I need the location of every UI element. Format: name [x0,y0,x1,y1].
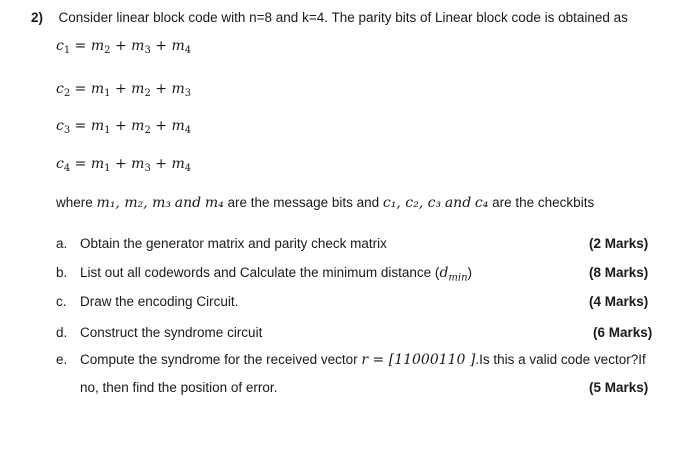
where-and-1: and [174,195,202,211]
eq2-t2: m [131,81,145,97]
part-b-dmin: d [439,265,449,281]
eq2-t1-sub: 1 [104,88,111,99]
eq3-t3: m [171,118,185,134]
where-mid: are the message bits and [227,195,380,210]
eq4-t2: m [131,156,145,172]
part-e-text-after: .Is this a valid code vector?If [475,352,646,367]
part-a-text: Obtain the generator matrix and parity check matrix [80,236,387,251]
eq1-t2: m [131,38,145,54]
eq2-lhs: c [56,81,64,97]
check-last: c₄ [474,195,489,211]
part-b-text [80,265,472,284]
eq1-t2-sub: 3 [144,45,151,56]
equation-c3: $c_3 = m_1 + m_2 + m_4$ [56,118,192,136]
eq1-t3: m [171,38,185,54]
part-c-marks: (4 Marks) [589,294,649,309]
part-b-letter: b. [56,265,68,280]
eq2-t3: m [171,81,185,97]
eq1-t3-sub: 4 [184,45,192,56]
eq4-t1-sub: 1 [104,163,111,174]
where-prefix: where [56,195,93,210]
eq1-t1: m [90,38,105,54]
part-e-vector: r = [11000110 ] [361,352,476,368]
where-suffix: are the checkbits [492,195,595,210]
equation-c2: $c_2 = m_1 + m_2 + m_3$ [56,81,192,99]
eq4-lhs-sub: 4 [63,163,71,174]
eq2-lhs-sub: 2 [63,88,71,99]
equation-c1: $c_1 = m_2 + m_3 + m_4$ [56,38,192,56]
eq2-t3-sub: 3 [184,88,192,99]
part-e-text-before: Compute the syndrome for the received vector [80,352,358,367]
part-a-letter: a. [56,236,68,251]
where-line [56,195,594,211]
equation-c4: $c_4 = m_1 + m_3 + m_4$ [56,156,192,174]
part-d-letter: d. [56,325,68,340]
message-vars: m₁, m₂, m₃ [96,195,172,211]
eq3-t1-sub: 1 [104,125,111,136]
eq1-t1-sub: 2 [104,45,111,56]
eq3-t3-sub: 4 [184,125,192,136]
eq2-t1: m [90,81,105,97]
eq2-t2-sub: 2 [144,88,151,99]
eq3-t2: m [131,118,145,134]
part-e-line2: no, then find the position of error. [80,380,278,395]
part-e-letter: e. [56,352,68,367]
eq4-t2-sub: 3 [144,163,151,174]
question-header [31,10,628,25]
part-b-dmin-sub: min [448,272,468,284]
check-vars: c₁, c₂, c₃ [382,195,442,211]
eq4-t3: m [171,156,185,172]
message-last: m₄ [204,195,224,211]
eq4-t1: m [90,156,105,172]
eq1-lhs-sub: 1 [63,45,71,56]
eq1-lhs: c [56,38,64,54]
eq3-t2-sub: 2 [144,125,151,136]
eq3-t1: m [90,118,105,134]
eq4-lhs: c [56,156,64,172]
part-b-text-after: ) [467,265,473,280]
part-e-marks: (5 Marks) [589,380,649,395]
question-number: 2) [31,10,44,25]
part-d-marks: (6 Marks) [593,325,653,340]
part-b-marks: (8 Marks) [589,265,649,280]
part-c-text: Draw the encoding Circuit. [80,294,239,309]
where-and-2: and [444,195,472,211]
question-intro: Consider linear block code with n=8 and k=4. The parity bits of Linear block code is obtained as [58,10,628,25]
part-b-text-before: List out all codewords and Calculate the minimum distance ( [80,265,440,280]
part-c-letter: c. [56,294,67,309]
eq3-lhs-sub: 3 [63,125,71,136]
eq3-lhs: c [56,118,64,134]
eq4-t3-sub: 4 [184,163,192,174]
part-d-text: Construct the syndrome circuit [80,325,263,340]
part-e-text [80,352,646,368]
part-a-marks: (2 Marks) [589,236,649,251]
